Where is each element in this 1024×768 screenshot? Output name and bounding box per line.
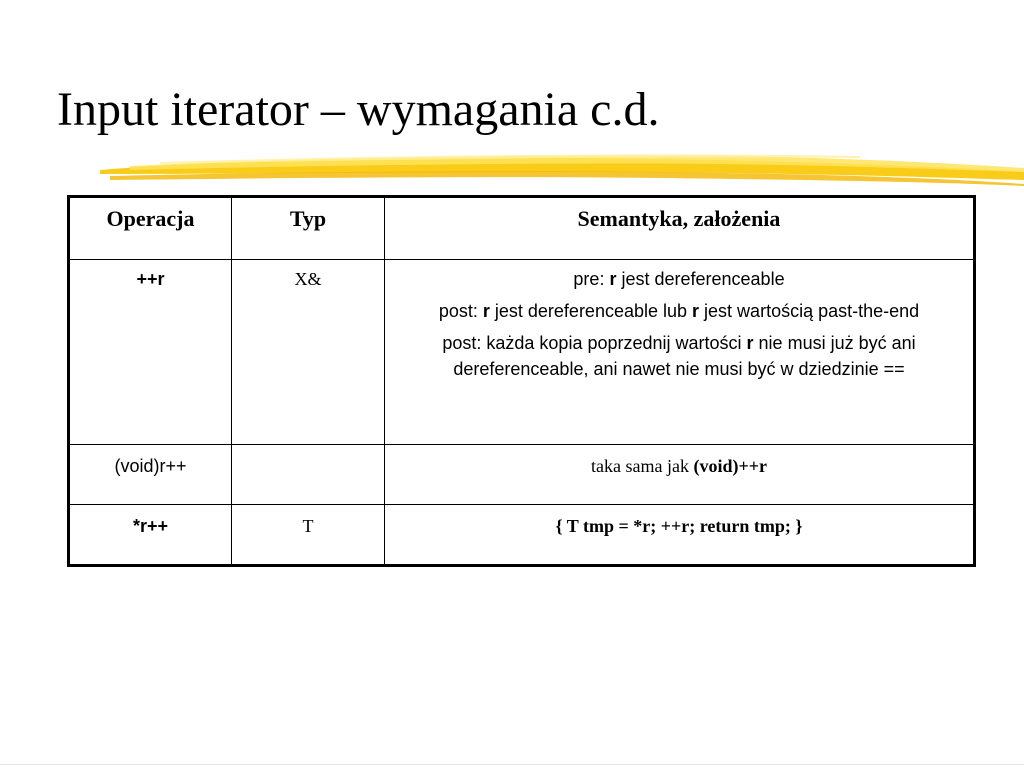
cell-semantics: taka sama jak (void)++r (385, 445, 975, 505)
table-header-row (69, 197, 975, 260)
semantics-precondition: pre: r jest dereferenceable (573, 269, 785, 289)
semantics-postcondition-2: post: każda kopia poprzednij wartości r nie musi już być ani dereferenceable, ani nawet nie musi być w dziedzinie == (442, 333, 916, 380)
header-semantics: Semantyka, założenia (385, 197, 975, 260)
cell-type: X& (232, 260, 385, 445)
title-underline-brushstroke (100, 150, 1024, 188)
semantics-postcondition-1: post: r jest dereferenceable lub r jest wartością past-the-end (438, 301, 920, 322)
header-type: Typ (232, 197, 385, 260)
cell-operation: (void)r++ (69, 445, 232, 505)
cell-type: T (232, 505, 385, 566)
table-row (69, 445, 975, 505)
table-row (69, 505, 975, 566)
slide-title: Input iterator – wymagania c.d. (57, 83, 660, 136)
cell-semantics (385, 260, 975, 445)
header-operation: Operacja (69, 197, 232, 260)
bottom-divider (0, 764, 1024, 765)
cell-operation: *r++ (69, 505, 232, 566)
cell-semantics: { T tmp = *r; ++r; return tmp; } (385, 505, 975, 566)
table-row (69, 260, 975, 445)
requirements-table (67, 195, 976, 567)
cell-type (232, 445, 385, 505)
cell-operation: ++r (69, 260, 232, 445)
